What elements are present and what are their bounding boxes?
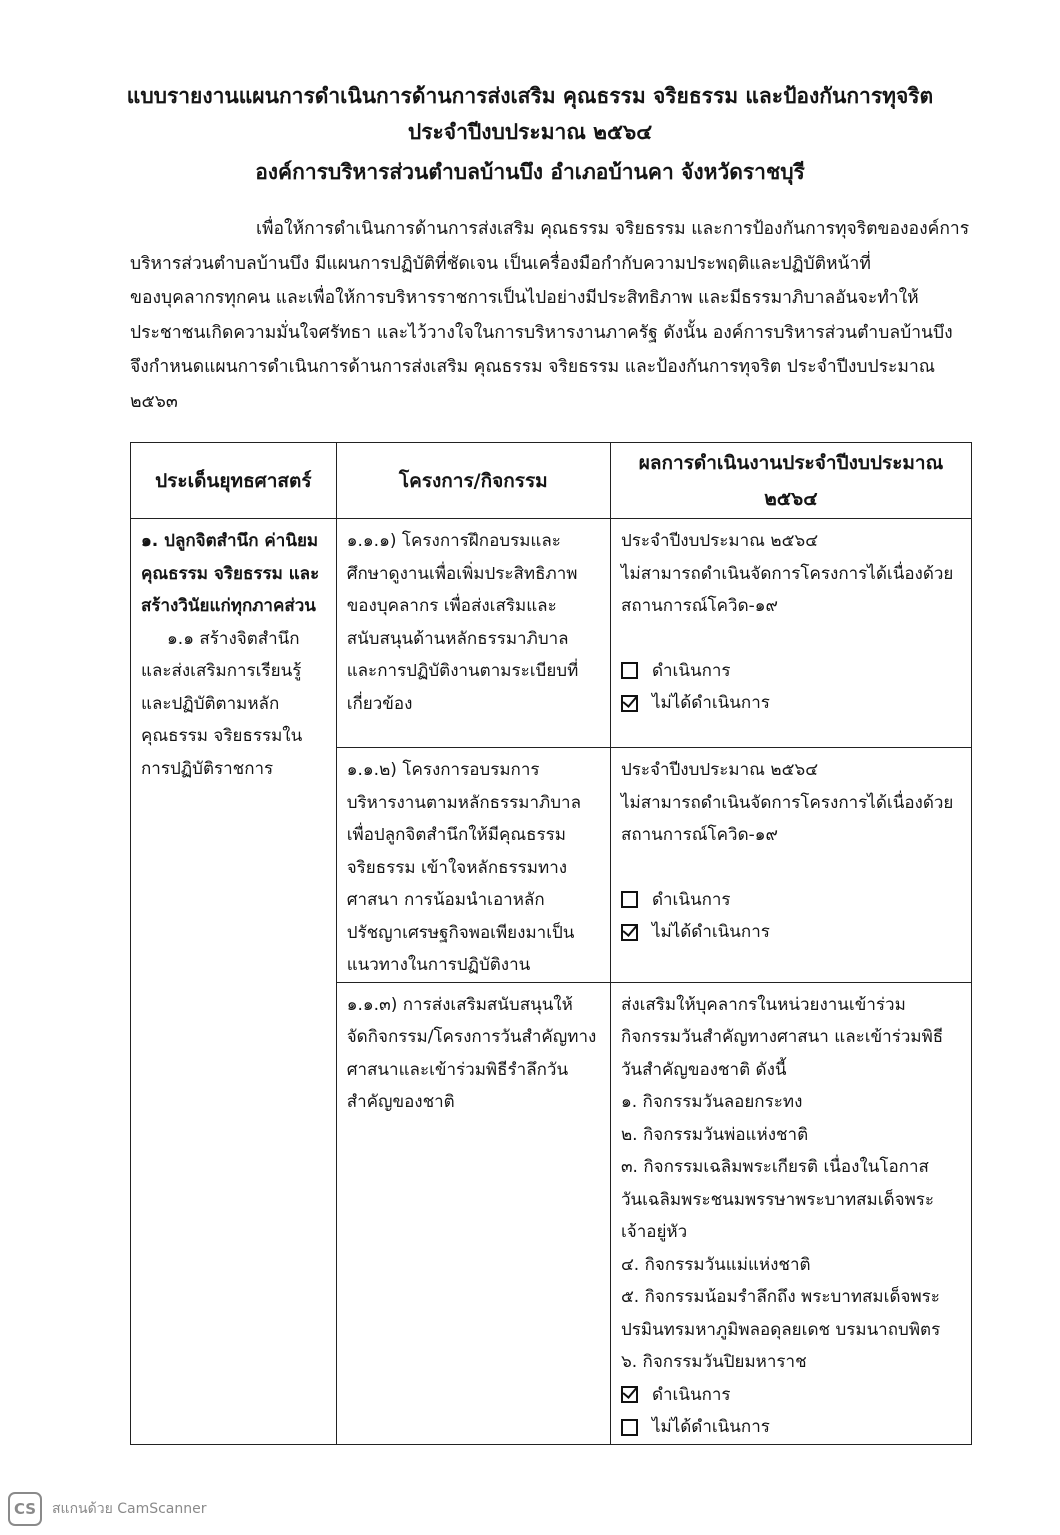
header-result-year: ๒๕๖๔ xyxy=(764,487,818,510)
intro-line: จึงกำหนดแผนการดำเนินการด้านการส่งเสริม คุณธรรม จริยธรรม และป้องกันการทุจริต ประจำปีงบประมาณ xyxy=(130,357,936,377)
intro-line: ประชาชนเกิดความมั่นใจศรัทธา และไว้วางใจในการบริหารงานภาครัฐ ดังนั้น องค์การบริหารส่วนตำบลบ้านบึง xyxy=(130,322,953,343)
checkbox-checked-icon xyxy=(621,1386,638,1403)
checkbox-checked-icon xyxy=(621,695,638,712)
document-fiscal-year: ประจำปีงบประมาณ ๒๕๖๔ xyxy=(407,120,653,144)
plan-table xyxy=(130,442,972,1445)
strategy-sub-line: และปฏิบัติตามหลัก xyxy=(141,693,280,714)
result-line: กิจกรรมวันสำคัญทางศาสนา และเข้าร่วมพิธี xyxy=(620,1027,944,1047)
result-cell xyxy=(610,748,971,983)
checkbox-label: ไม่ได้ดำเนินการ xyxy=(651,693,770,713)
table-row xyxy=(131,519,972,748)
checkbox-label: ดำเนินการ xyxy=(651,1384,731,1405)
strategy-sub-line: และส่งเสริมการเรียนรู้ xyxy=(141,661,302,681)
project-cell xyxy=(336,748,610,983)
result-line: สถานการณ์โควิด-๑๙ xyxy=(620,596,778,616)
checkbox-done xyxy=(621,1379,963,1412)
checkbox-empty-icon xyxy=(621,1419,638,1436)
checkbox-done xyxy=(621,884,963,917)
result-line: ประจำปีงบประมาณ ๒๕๖๔ xyxy=(620,760,819,780)
camscanner-logo-icon: CS xyxy=(8,1492,42,1526)
intro-line: เพื่อให้การดำเนินการด้านการส่งเสริม คุณธรรม จริยธรรม และการป้องกันการทุจริตขององค์การ xyxy=(256,219,970,239)
project-cell xyxy=(336,519,610,748)
project-line: ศาสนา การน้อมนำเอาหลัก xyxy=(346,890,545,910)
header-result-line: ผลการดำเนินงานประจำปีงบประมาณ xyxy=(638,451,944,474)
result-line: วันสำคัญของชาติ ดังนี้ xyxy=(620,1059,787,1080)
project-line: เกี่ยวข้อง xyxy=(346,693,413,714)
project-line: และการปฏิบัติงานตามระเบียบที่ xyxy=(346,661,579,681)
result-line: ไม่สามารถดำเนินจัดการโครงการได้เนื่องด้วย xyxy=(620,792,954,813)
intro-line: บริหารส่วนตำบลบ้านบึง มีแผนการปฏิบัติที่ชัดเจน เป็นเครื่องมือกำกับความประพฤติและปฏิบัติหน้าที่ xyxy=(130,253,871,274)
checkbox-label: ไม่ได้ดำเนินการ xyxy=(651,922,770,942)
result-line: ๓. กิจกรรมเฉลิมพระเกียรติ เนื่องในโอกาส xyxy=(620,1157,929,1177)
result-line: วันเฉลิมพระชนมพรรษาพระบาทสมเด็จพระ xyxy=(620,1189,935,1210)
intro-line: ของบุคลากรทุกคน และเพื่อให้การบริหารราชการเป็นไปอย่างมีประสิทธิภาพ และมีธรรมาภิบาลอันจะทำให้ xyxy=(130,288,919,308)
project-line: ๑.๑.๒) โครงการอบรมการ xyxy=(346,760,540,780)
checkbox-empty-icon xyxy=(621,891,638,908)
spacer xyxy=(621,852,963,884)
strategy-line: ๑. ปลูกจิตสำนึก ค่านิยม xyxy=(141,531,319,551)
result-line: ๔. กิจกรรมวันแม่แห่งชาติ xyxy=(620,1254,811,1275)
strategy-sub-line: คุณธรรม จริยธรรมใน xyxy=(141,726,303,746)
result-line: ๖. กิจกรรมวันปิยมหาราช xyxy=(620,1352,807,1372)
project-line: แนวทางในการปฏิบัติงาน xyxy=(346,955,531,975)
project-line: ศาสนาและเข้าร่วมพิธีรำลึกวัน xyxy=(346,1059,569,1080)
project-line: ๑.๑.๓) การส่งเสริมสนับสนุนให้ xyxy=(346,994,573,1015)
table-header-row xyxy=(131,443,972,519)
checkbox-not-done xyxy=(621,687,963,720)
checkbox-done xyxy=(621,655,963,688)
scanner-watermark xyxy=(8,1492,207,1526)
result-line: ประจำปีงบประมาณ ๒๕๖๔ xyxy=(620,531,819,551)
project-line: เพื่อปลูกจิตสำนึกให้มีคุณธรรม xyxy=(346,825,566,845)
scanner-text: สแกนด้วย CamScanner xyxy=(52,1501,207,1517)
project-line: จัดกิจกรรม/โครงการวันสำคัญทาง xyxy=(346,1027,597,1047)
project-line: ๑.๑.๑) โครงการฝึกอบรมและ xyxy=(346,531,561,551)
project-line: สนับสนุนด้านหลักธรรมาภิบาล xyxy=(346,628,569,649)
result-line: ๑. กิจกรรมวันลอยกระทง xyxy=(620,1092,803,1112)
header-result xyxy=(610,443,971,519)
project-line: จริยธรรม เข้าใจหลักธรรมทาง xyxy=(346,857,568,878)
strategy-line: คุณธรรม จริยธรรม และ xyxy=(141,563,320,584)
checkbox-empty-icon xyxy=(621,662,638,679)
result-line: เจ้าอยู่หัว xyxy=(620,1222,688,1242)
checkbox-checked-icon xyxy=(621,924,638,941)
checkbox-label: ดำเนินการ xyxy=(651,660,731,681)
result-line: สถานการณ์โควิด-๑๙ xyxy=(620,825,778,845)
project-line: ปรัชญาเศรษฐกิจพอเพียงมาเป็น xyxy=(346,922,575,943)
intro-line: ๒๕๖๓ xyxy=(130,391,178,412)
document-organization: องค์การบริหารส่วนตำบลบ้านบึง อำเภอบ้านคา จังหวัดราชบุรี xyxy=(255,160,805,184)
strategy-sub-line: การปฏิบัติราชการ xyxy=(141,758,274,779)
spacer xyxy=(621,623,963,655)
result-cell xyxy=(610,982,971,1444)
checkbox-not-done xyxy=(621,916,963,949)
result-line: ปรมินทรมหาภูมิพลอดุลยเดช บรมนาถบพิตร xyxy=(620,1319,941,1340)
strategy-cell xyxy=(131,519,337,1445)
result-line: ส่งเสริมให้บุคลากรในหน่วยงานเข้าร่วม xyxy=(620,994,906,1015)
checkbox-label: ไม่ได้ดำเนินการ xyxy=(651,1417,770,1437)
project-line: ของบุคลากร เพื่อส่งเสริมและ xyxy=(346,596,557,616)
project-cell xyxy=(336,982,610,1444)
project-line: บริหารงานตามหลักธรรมาภิบาล xyxy=(346,792,582,813)
header-strategy: ประเด็นยุทธศาสตร์ xyxy=(131,443,337,519)
project-line: ศึกษาดูงานเพื่อเพิ่มประสิทธิภาพ xyxy=(346,563,578,584)
intro-paragraph xyxy=(130,212,975,419)
checkbox-not-done xyxy=(621,1411,963,1444)
result-line: ๒. กิจกรรมวันพ่อแห่งชาติ xyxy=(620,1124,809,1145)
result-line: ไม่สามารถดำเนินจัดการโครงการได้เนื่องด้วย xyxy=(620,563,954,584)
document-title: แบบรายงานแผนการดำเนินการด้านการส่งเสริม คุณธรรม จริยธรรม และป้องกันการทุจริต xyxy=(126,84,934,108)
result-line: ๕. กิจกรรมน้อมรำลึกถึง พระบาทสมเด็จพระ xyxy=(620,1287,940,1307)
strategy-line: สร้างวินัยแก่ทุกภาคส่วน xyxy=(141,596,316,616)
project-line: สำคัญของชาติ xyxy=(346,1092,455,1112)
result-cell xyxy=(610,519,971,748)
checkbox-label: ดำเนินการ xyxy=(651,889,731,910)
header-project: โครงการ/กิจกรรม xyxy=(336,443,610,519)
strategy-sub-line: ๑.๑ สร้างจิตสำนึก xyxy=(167,628,300,649)
